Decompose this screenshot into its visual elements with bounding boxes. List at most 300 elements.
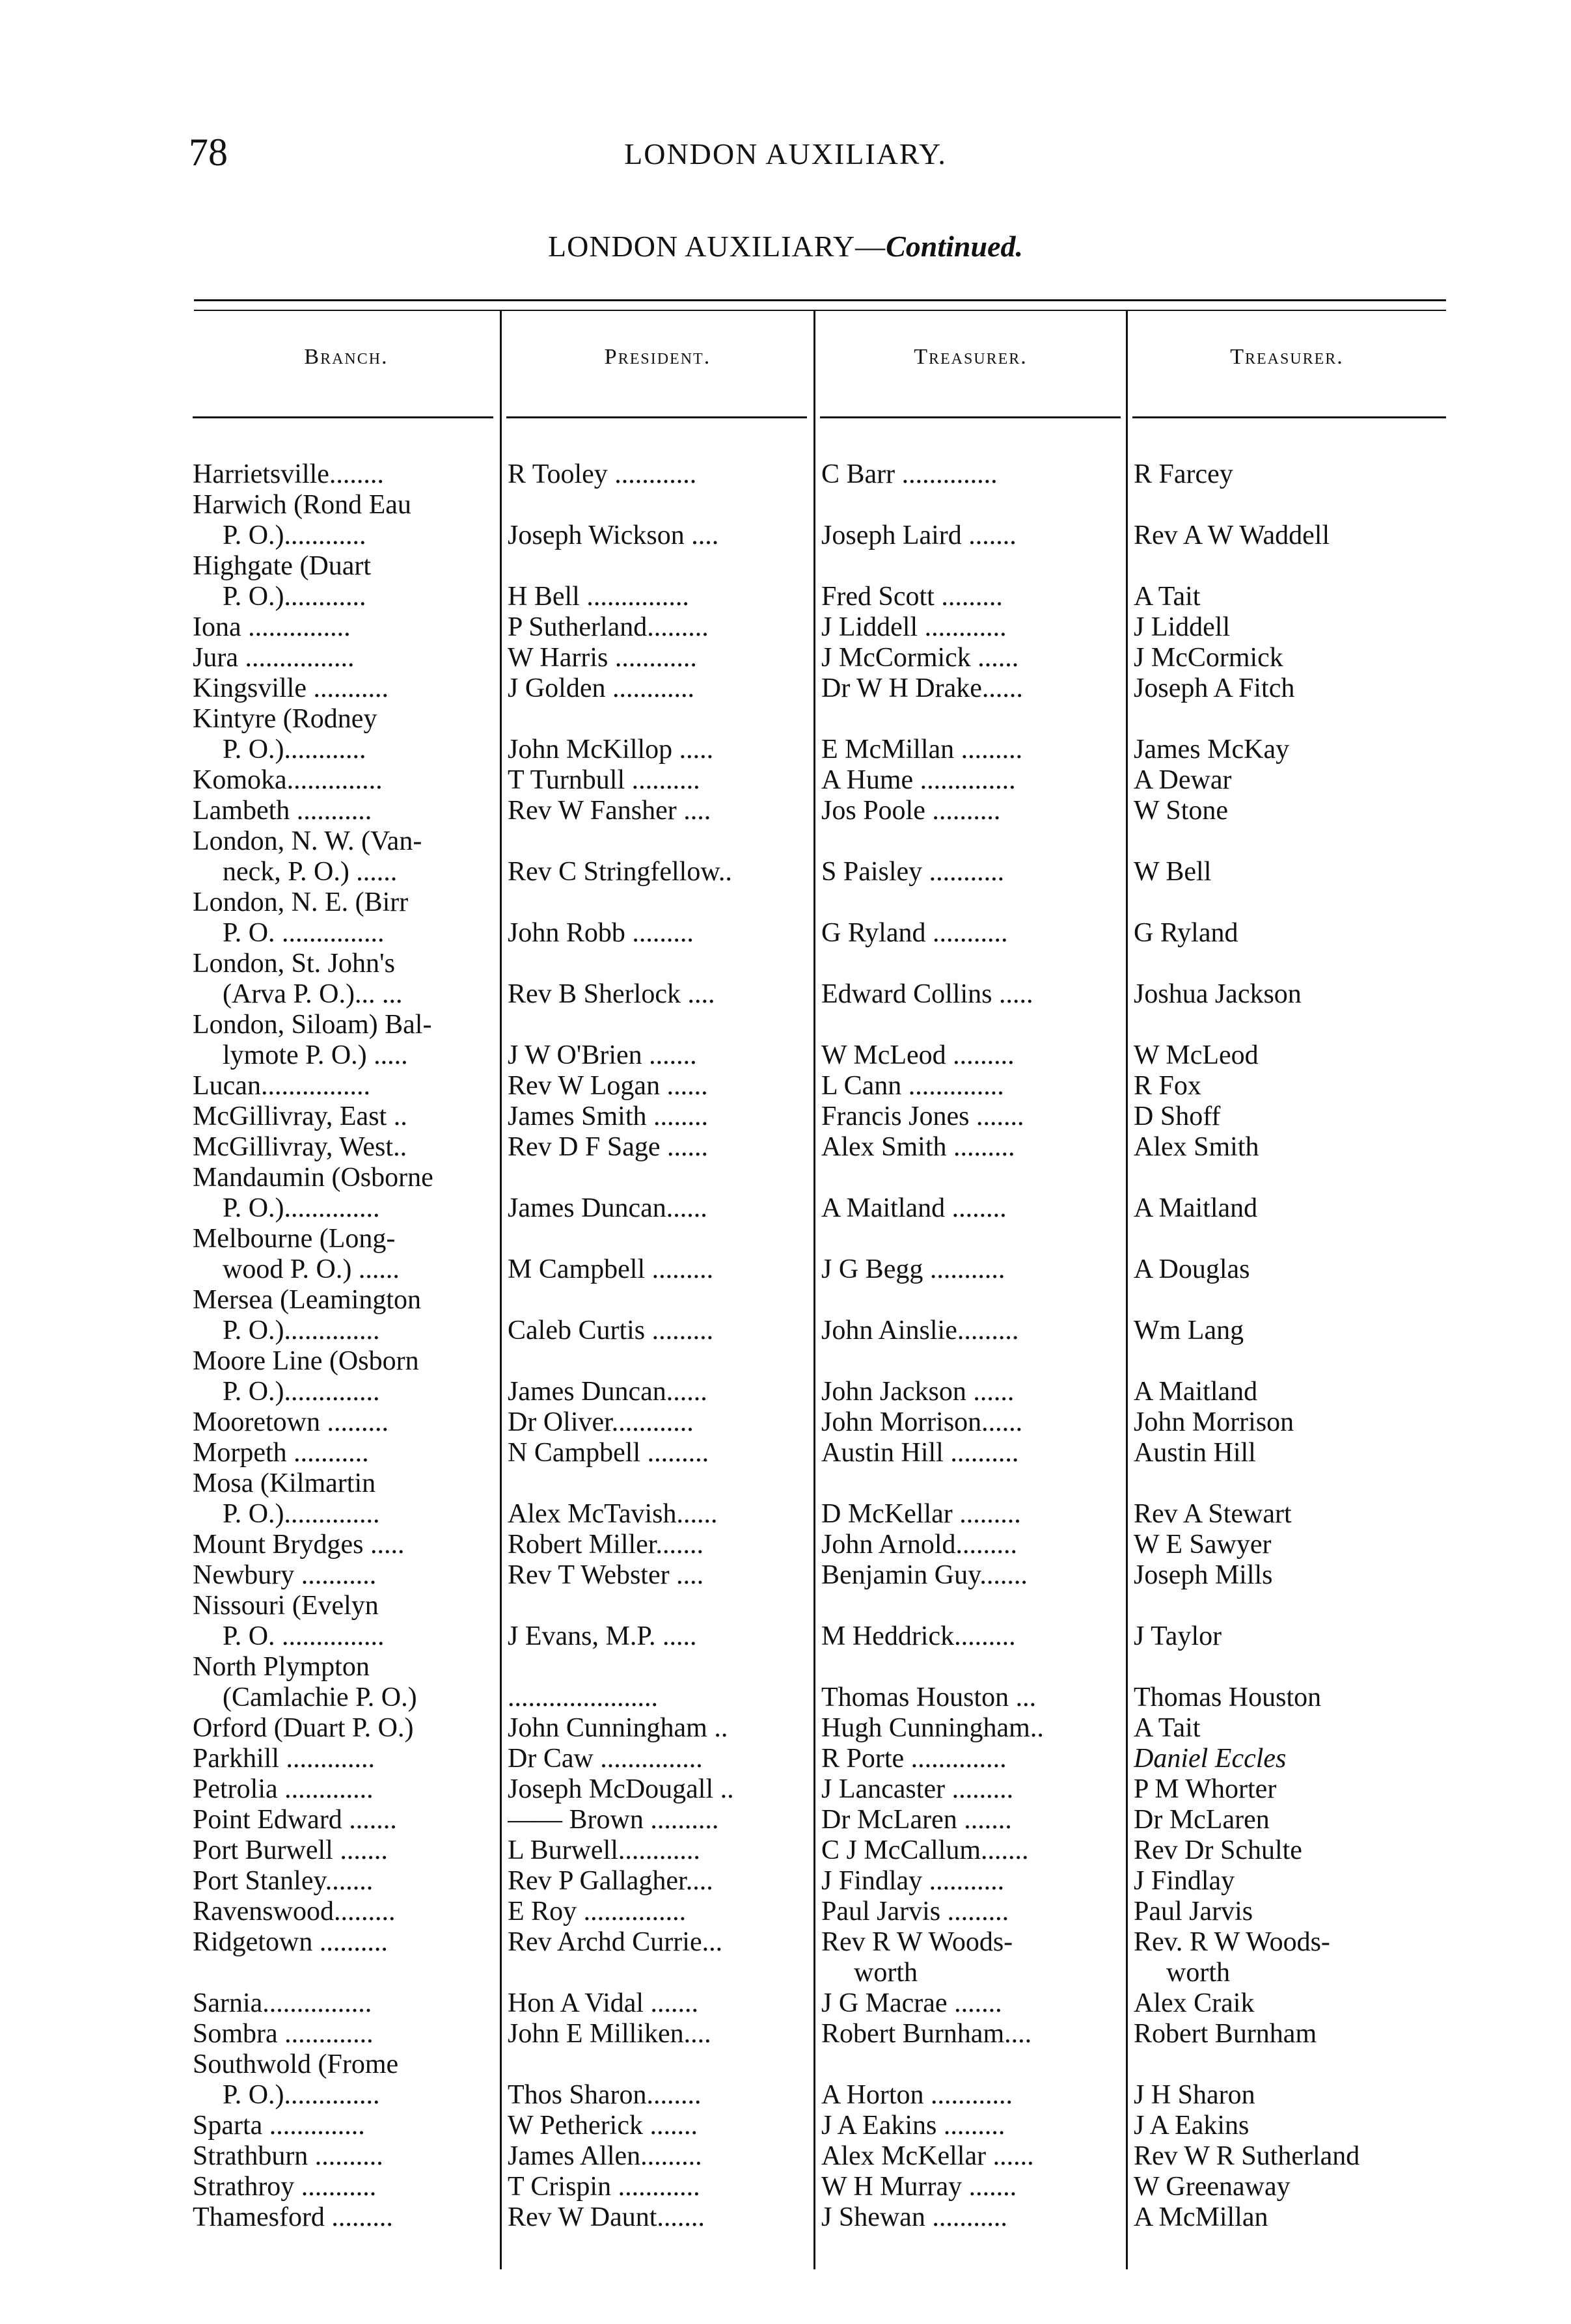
table-row [0,1193,1571,1224]
treasurer-2-cell: J Taylor [1134,1621,1222,1651]
treasurer-2-cell: A McMillan [1134,2202,1268,2232]
treasurer-cell [821,551,1121,582]
president-cell: M Campbell ......... [508,1254,714,1284]
treasurer-2-cell: R Farcey [1134,459,1233,489]
treasurer-cell: Edward Collins ..... [821,979,1033,1009]
table-row [0,520,1571,551]
president-cell: Rev B Sherlock .... [508,979,715,1009]
president-cell: Dr Oliver............ [508,1407,694,1437]
branch-cell: Lucan................ [193,1071,370,1101]
president-cell: Rev W Daunt....... [508,2202,705,2232]
table-title-main: LONDON AUXILIARY— [547,230,886,263]
president-cell: Rev P Gallagher.... [508,1866,713,1896]
treasurer-2-cell: Dr McLaren [1134,1805,1270,1835]
treasurer-cell: R Porte .............. [821,1744,1007,1774]
treasurer-cell: A Hume .............. [821,765,1016,795]
president-cell [508,1285,808,1316]
treasurer-cell: J G Begg ........... [821,1254,1005,1284]
treasurer-2-cell: Rev A W Waddell [1134,520,1330,550]
president-cell: J Golden ............ [508,673,694,703]
treasurer-cell: J G Macrae ....... [821,1988,1002,2018]
president-cell: R Tooley ............ [508,459,697,489]
president-cell: J W O'Brien ....... [508,1040,697,1070]
table-row [0,459,1571,490]
branch-cell [193,1958,499,1988]
header-rule [1132,416,1446,418]
president-cell: John Robb ......... [508,918,694,948]
president-cell [508,1468,808,1499]
treasurer-2-cell: W Bell [1134,857,1212,887]
branch-cell: Kintyre (Rodney [193,704,377,734]
president-cell: John McKillop ..... [508,735,714,764]
header-rule [820,416,1121,418]
table-row [0,1682,1571,1713]
treasurer-2-cell: J Liddell [1134,612,1231,642]
treasurer-2-cell: Daniel Eccles [1134,1744,1287,1774]
president-cell: James Allen......... [508,2141,702,2171]
branch-cell: Petrolia ............. [193,1774,374,1804]
branch-cell: P. O.)............ [223,582,366,612]
table-row [0,1468,1571,1499]
table-row [0,1254,1571,1285]
treasurer-cell: Francis Jones ....... [821,1101,1024,1131]
treasurer-2-cell [1134,1591,1446,1621]
treasurer-2-cell: Joseph A Fitch [1134,673,1295,703]
treasurer-2-cell: D Shoff [1134,1101,1221,1131]
branch-cell: London, N. E. (Birr [193,887,409,917]
table-row [0,826,1571,857]
table-body [0,459,1571,2233]
treasurer-cell: M Heddrick......... [821,1621,1016,1651]
president-cell: W Harris ............ [508,643,697,673]
treasurer-2-cell: A Tait [1134,582,1201,612]
branch-cell: Mooretown ......... [193,1407,389,1437]
president-cell: Joseph Wickson .... [508,520,719,550]
branch-cell: London, Siloam) Bal- [193,1010,432,1040]
president-cell [508,551,808,582]
treasurer-cell: W McLeod ......... [821,1040,1015,1070]
treasurer-cell [821,887,1121,918]
president-cell [508,1346,808,1377]
president-cell [508,1224,808,1254]
table-row [0,735,1571,765]
treasurer-cell: John Arnold......... [821,1530,1018,1560]
table-row [0,1988,1571,2019]
treasurer-cell [821,2049,1121,2080]
table-row [0,2111,1571,2141]
branch-cell: (Arva P. O.)... ... [223,979,403,1009]
table-row [0,1835,1571,1866]
treasurer-cell: John Jackson ...... [821,1377,1015,1407]
treasurer-2-cell: Paul Jarvis [1134,1897,1253,1926]
branch-cell: wood P. O.) ...... [223,1254,400,1284]
president-cell: E Roy ............... [508,1897,687,1926]
table-row [0,1591,1571,1621]
branch-cell: McGillivray, East .. [193,1101,407,1131]
table-title-continued: Continued. [886,230,1024,263]
branch-cell: Newbury ........... [193,1560,377,1590]
treasurer-cell: S Paisley ........... [821,857,1005,887]
president-cell [508,1163,808,1193]
table-row [0,1499,1571,1530]
branch-cell: P. O.).............. [223,1193,380,1223]
president-cell: Joseph McDougall .. [508,1774,734,1804]
branch-cell: Southwold (Frome [193,2049,399,2079]
table-row [0,1560,1571,1591]
president-cell: Rev Archd Currie... [508,1927,723,1957]
table-row [0,582,1571,612]
table-row [0,704,1571,735]
branch-cell: Port Burwell ....... [193,1835,388,1865]
president-cell: N Campbell ......... [508,1438,709,1468]
treasurer-2-cell: P M Whorter [1134,1774,1277,1804]
treasurer-2-cell: Joshua Jackson [1134,979,1302,1009]
table-row [0,1316,1571,1346]
president-cell: Rev C Stringfellow.. [508,857,732,887]
treasurer-2-cell [1134,887,1446,918]
branch-cell: London, N. W. (Van- [193,826,422,856]
president-cell: Caleb Curtis ......... [508,1316,714,1345]
branch-cell: London, St. John's [193,949,395,979]
president-cell: James Smith ........ [508,1101,709,1131]
treasurer-cell: Austin Hill .......... [821,1438,1019,1468]
table-row [0,1897,1571,1927]
branch-cell: Strathroy ........... [193,2172,377,2202]
president-cell: T Crispin ............ [508,2172,700,2202]
branch-cell: Mandaumin (Osborne [193,1163,433,1193]
table-row [0,1377,1571,1407]
treasurer-cell: E McMillan ......... [821,735,1023,764]
branch-cell: Melbourne (Long- [193,1224,396,1254]
branch-cell: Strathburn .......... [193,2141,383,2171]
table-row [0,1958,1571,1988]
president-cell [508,1010,808,1040]
treasurer-cell [821,949,1121,979]
treasurer-cell: Jos Poole .......... [821,796,1001,826]
header-president: President. [604,345,711,369]
president-cell [508,490,808,520]
treasurer-2-cell [1134,949,1446,979]
treasurer-2-cell: James McKay [1134,735,1290,764]
treasurer-2-cell: Rev W R Sutherland [1134,2141,1360,2171]
treasurer-2-cell: A Douglas [1134,1254,1250,1284]
president-cell: T Turnbull .......... [508,765,700,795]
treasurer-2-cell: Rev A Stewart [1134,1499,1292,1529]
table-row [0,1407,1571,1438]
table-row [0,2080,1571,2111]
treasurer-2-cell: Robert Burnham [1134,2019,1317,2049]
treasurer-2-cell: A Maitland [1134,1377,1258,1407]
treasurer-2-cell: A Dewar [1134,765,1232,795]
treasurer-cell: worth [854,1958,918,1988]
branch-cell: P. O.).............. [223,1377,380,1407]
table-row [0,2172,1571,2202]
treasurer-2-cell [1134,704,1446,735]
treasurer-cell [821,826,1121,857]
president-cell [508,887,808,918]
treasurer-cell [821,1591,1121,1621]
president-cell: Thos Sharon........ [508,2080,702,2110]
table-row [0,949,1571,979]
treasurer-2-cell [1134,1346,1446,1377]
table-row [0,1346,1571,1377]
branch-cell: Mersea (Leamington [193,1285,422,1315]
branch-cell: Ridgetown .......... [193,1927,388,1957]
president-cell: W Petherick ....... [508,2111,698,2141]
branch-cell: Komoka.............. [193,765,383,795]
branch-cell: Point Edward ....... [193,1805,397,1835]
president-cell [508,1652,808,1682]
treasurer-2-cell: A Maitland [1134,1193,1258,1223]
running-head: LONDON AUXILIARY. [624,137,947,170]
table-row [0,1621,1571,1652]
branch-cell: Nissouri (Evelyn [193,1591,379,1621]
table-row [0,765,1571,796]
treasurer-cell: Fred Scott ......... [821,582,1003,612]
treasurer-cell: Rev R W Woods- [821,1927,1013,1957]
treasurer-cell: A Maitland ........ [821,1193,1007,1223]
treasurer-cell: A Horton ............ [821,2080,1013,2110]
table-row [0,1040,1571,1071]
treasurer-cell [821,1346,1121,1377]
table-title [0,229,1571,263]
president-cell: Robert Miller....... [508,1530,704,1560]
treasurer-2-cell: A Tait [1134,1713,1201,1743]
branch-cell: Ravenswood......... [193,1897,396,1926]
treasurer-2-cell [1134,826,1446,857]
branch-cell: (Camlachie P. O.) [223,1682,417,1712]
branch-cell: Kingsville ........... [193,673,389,703]
president-cell: Rev D F Sage ...... [508,1132,708,1162]
treasurer-2-cell: J McCormick [1134,643,1283,673]
treasurer-2-cell [1134,490,1446,520]
branch-cell: P. O.)............ [223,520,366,550]
branch-cell: Orford (Duart P. O.) [193,1713,414,1743]
header-branch: Branch. [304,345,389,369]
branch-cell: Iona ............... [193,612,351,642]
president-cell: Hon A Vidal ....... [508,1988,699,2018]
president-cell: L Burwell............ [508,1835,700,1865]
treasurer-2-cell: Rev Dr Schulte [1134,1835,1302,1865]
header-treasurer-2: Treasurer. [1230,345,1344,369]
treasurer-2-cell: W Stone [1134,796,1229,826]
treasurer-2-cell [1134,1652,1446,1682]
treasurer-2-cell: G Ryland [1134,918,1238,948]
table-row [0,2019,1571,2049]
branch-cell: P. O.)............ [223,735,366,764]
treasurer-2-cell [1134,1163,1446,1193]
treasurer-cell: Benjamin Guy....... [821,1560,1028,1590]
treasurer-cell: D McKellar ......... [821,1499,1021,1529]
branch-cell: Morpeth ........... [193,1438,369,1468]
table-row [0,1010,1571,1040]
treasurer-2-cell: worth [1166,1958,1230,1988]
treasurer-2-cell: W McLeod [1134,1040,1259,1070]
branch-cell: Lambeth ........... [193,796,372,826]
treasurer-cell: Dr McLaren ....... [821,1805,1012,1835]
treasurer-2-cell: J Findlay [1134,1866,1235,1896]
table-row [0,1927,1571,1958]
treasurer-2-cell: Alex Smith [1134,1132,1259,1162]
table-row [0,1438,1571,1468]
treasurer-cell: Hugh Cunningham.. [821,1713,1044,1743]
branch-cell: P. O.).............. [223,2080,380,2110]
president-cell [508,949,808,979]
branch-cell: Harwich (Rond Eau [193,490,411,520]
treasurer-2-cell: Rev. R W Woods- [1134,1927,1330,1957]
treasurer-2-cell: Joseph Mills [1134,1560,1273,1590]
table-row [0,1132,1571,1163]
treasurer-cell [821,1468,1121,1499]
president-cell: Rev T Webster .... [508,1560,704,1590]
treasurer-2-cell [1134,1285,1446,1316]
branch-cell: P. O.).............. [223,1316,380,1345]
top-rule [194,299,1446,301]
treasurer-2-cell [1134,551,1446,582]
treasurer-cell: J A Eakins ......... [821,2111,1005,2141]
treasurer-2-cell: Alex Craik [1134,1988,1255,2018]
president-cell: Alex McTavish...... [508,1499,718,1529]
president-cell: Dr Caw ............... [508,1744,703,1774]
treasurer-cell [821,1285,1121,1316]
president-cell [508,2049,808,2080]
president-cell: James Duncan...... [508,1377,707,1407]
table-row [0,1713,1571,1744]
treasurer-2-cell [1134,2049,1446,2080]
page-number: 78 [189,131,228,174]
branch-cell: Sarnia................ [193,1988,372,2018]
table-row [0,1866,1571,1897]
president-cell [508,826,808,857]
treasurer-2-cell: Wm Lang [1134,1316,1244,1345]
table-row [0,918,1571,949]
branch-cell: P. O.).............. [223,1499,380,1529]
branch-cell: Highgate (Duart [193,551,372,581]
table-row [0,2049,1571,2080]
treasurer-cell: Alex Smith ......... [821,1132,1015,1162]
treasurer-2-cell: John Morrison [1134,1407,1294,1437]
branch-cell: North Plympton [193,1652,370,1682]
treasurer-cell [821,704,1121,735]
treasurer-cell: L Cann .............. [821,1071,1004,1101]
treasurer-cell [821,490,1121,520]
treasurer-cell: Thomas Houston ... [821,1682,1037,1712]
branch-cell: Parkhill ............. [193,1744,375,1774]
president-cell [508,704,808,735]
branch-cell: Mosa (Kilmartin [193,1468,376,1498]
treasurer-cell: C Barr .............. [821,459,998,489]
president-cell: James Duncan...... [508,1193,707,1223]
treasurer-cell: John Ainslie......... [821,1316,1019,1345]
table-row [0,1805,1571,1835]
branch-cell: Thamesford ......... [193,2202,393,2232]
treasurer-cell: G Ryland ........... [821,918,1008,948]
table-row [0,1224,1571,1254]
treasurer-2-cell: Thomas Houston [1134,1682,1322,1712]
table-row [0,2202,1571,2233]
treasurer-cell [821,1224,1121,1254]
treasurer-cell: J Lancaster ......... [821,1774,1014,1804]
table-row [0,551,1571,582]
treasurer-2-cell: Austin Hill [1134,1438,1256,1468]
treasurer-cell [821,1652,1121,1682]
treasurer-2-cell: W E Sawyer [1134,1530,1272,1560]
table-row [0,1652,1571,1682]
header-rule [506,416,807,418]
president-cell: John E Milliken.... [508,2019,711,2049]
treasurer-cell: Robert Burnham.... [821,2019,1032,2049]
treasurer-cell [821,1010,1121,1040]
treasurer-cell: Paul Jarvis ......... [821,1897,1009,1926]
treasurer-cell: C J McCallum....... [821,1835,1029,1865]
table-row [0,1071,1571,1101]
treasurer-2-cell [1134,1468,1446,1499]
branch-cell: Port Stanley....... [193,1866,374,1896]
branch-cell: Sombra ............. [193,2019,374,2049]
treasurer-2-cell [1134,1010,1446,1040]
president-cell: —— Brown .......... [508,1805,719,1835]
table-row [0,1163,1571,1193]
branch-cell: Moore Line (Osborn [193,1346,419,1376]
president-cell: P Sutherland......... [508,612,709,642]
treasurer-cell [821,1163,1121,1193]
treasurer-cell: W H Murray ....... [821,2172,1017,2202]
branch-cell: P. O. ............... [223,1621,385,1651]
president-cell: John Cunningham .. [508,1713,728,1743]
branch-cell: neck, P. O.) ...... [223,857,398,887]
table-row [0,887,1571,918]
president-cell: ...................... [508,1682,658,1712]
treasurer-cell: J Shewan ........... [821,2202,1007,2232]
treasurer-cell: J Liddell ............ [821,612,1007,642]
header-treasurer: Treasurer. [914,345,1028,369]
table-row [0,1774,1571,1805]
treasurer-cell: John Morrison...... [821,1407,1023,1437]
president-cell: J Evans, M.P. ..... [508,1621,697,1651]
president-cell [508,1958,808,1988]
top-rule-thin [194,310,1446,311]
branch-cell: Mount Brydges ..... [193,1530,405,1560]
table-row [0,796,1571,826]
treasurer-2-cell: J A Eakins [1134,2111,1250,2141]
table-row [0,2141,1571,2172]
table-row [0,1285,1571,1316]
branch-cell: Jura ................ [193,643,355,673]
table-row [0,979,1571,1010]
treasurer-2-cell: J H Sharon [1134,2080,1255,2110]
treasurer-2-cell: R Fox [1134,1071,1201,1101]
treasurer-cell: J Findlay ........... [821,1866,1005,1896]
treasurer-cell: Dr W H Drake...... [821,673,1023,703]
table-row [0,857,1571,887]
treasurer-cell: Alex McKellar ...... [821,2141,1034,2171]
president-cell: H Bell ............... [508,582,689,612]
president-cell: Rev W Fansher .... [508,796,711,826]
table-row [0,673,1571,704]
branch-cell: P. O. ............... [223,918,385,948]
branch-cell: McGillivray, West.. [193,1132,407,1162]
header-rule [193,416,493,418]
branch-cell: Sparta .............. [193,2111,365,2141]
branch-cell: lymote P. O.) ..... [223,1040,408,1070]
table-row [0,643,1571,673]
table-row [0,1101,1571,1132]
table-row [0,490,1571,520]
table-row [0,612,1571,643]
table-row [0,1530,1571,1560]
treasurer-2-cell: W Greenaway [1134,2172,1291,2202]
table-row [0,1744,1571,1774]
